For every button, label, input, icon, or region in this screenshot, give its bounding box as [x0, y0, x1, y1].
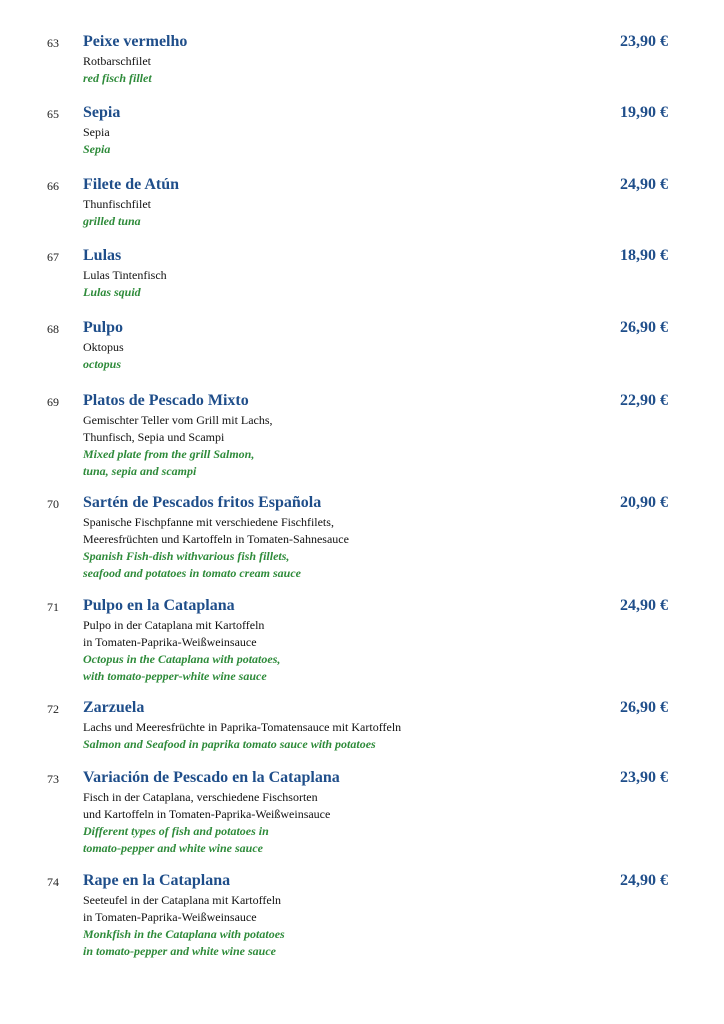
item-name: Platos de Pescado Mixto: [83, 392, 249, 409]
item-price: 26,90 €: [620, 699, 668, 716]
item-number: 73: [47, 772, 59, 786]
item-description-english: seafood and potatoes in tomato cream sauce: [83, 566, 301, 580]
item-description-english: tuna, sepia and scampi: [83, 464, 197, 478]
item-name: Pulpo: [83, 319, 124, 336]
item-description-english: Monkfish in the Cataplana with potatoes: [83, 927, 285, 941]
item-number: 74: [47, 875, 59, 889]
item-description-english: Octopus in the Cataplana with potatoes,: [83, 652, 281, 666]
item-description-english: red fisch fillet: [83, 71, 152, 85]
item-name: Filete de Atún: [83, 176, 179, 193]
item-description-english: grilled tuna: [83, 214, 141, 228]
item-number: 72: [47, 702, 59, 716]
item-price: 24,90 €: [620, 176, 668, 193]
item-description-german: in Tomaten-Paprika-Weißweinsauce: [83, 635, 257, 649]
item-number: 65: [47, 107, 59, 121]
item-description-german: Sepia: [83, 125, 110, 139]
item-description-english: Sepia: [83, 142, 111, 156]
item-name: Zarzuela: [83, 699, 145, 716]
item-price: 19,90 €: [620, 104, 668, 121]
item-number: 67: [47, 250, 59, 264]
item-price: 20,90 €: [620, 494, 668, 511]
item-number: 69: [47, 395, 59, 409]
item-price: 23,90 €: [620, 769, 668, 786]
item-description-german: Gemischter Teller vom Grill mit Lachs,: [83, 413, 273, 427]
item-name: Sepia: [83, 104, 121, 121]
item-description-german: in Tomaten-Paprika-Weißweinsauce: [83, 910, 257, 924]
item-description-german: Lachs und Meeresfrüchte in Paprika-Tomatensauce mit Kartoffeln: [83, 720, 402, 734]
item-description-english: with tomato-pepper-white wine sauce: [83, 669, 267, 683]
item-description-german: Fisch in der Cataplana, verschiedene Fischsorten: [83, 790, 318, 804]
item-price: 26,90 €: [620, 319, 668, 336]
item-number: 70: [47, 497, 59, 511]
item-name: Peixe vermelho: [83, 33, 188, 50]
item-description-german: und Kartoffeln in Tomaten-Paprika-Weißweinsauce: [83, 807, 331, 821]
item-price: 18,90 €: [620, 247, 668, 264]
item-description-english: tomato-pepper and white wine sauce: [83, 841, 263, 855]
item-description-german: Lulas Tintenfisch: [83, 268, 167, 282]
item-description-english: Lulas squid: [83, 285, 141, 299]
item-description-german: Thunfisch, Sepia und Scampi: [83, 430, 225, 444]
item-description-english: Salmon and Seafood in paprika tomato sauce with potatoes: [83, 737, 376, 751]
item-description-english: Different types of fish and potatoes in: [83, 824, 269, 838]
item-description-german: Pulpo in der Cataplana mit Kartoffeln: [83, 618, 265, 632]
item-description-german: Meeresfrüchten und Kartoffeln in Tomaten-Sahnesauce: [83, 532, 349, 546]
item-description-english: in tomato-pepper and white wine sauce: [83, 944, 277, 958]
item-description-german: Oktopus: [83, 340, 124, 354]
item-number: 71: [47, 600, 59, 614]
item-price: 24,90 €: [620, 597, 668, 614]
item-name: Lulas: [83, 247, 122, 264]
item-name: Sartén de Pescados fritos Española: [83, 494, 322, 511]
item-price: 24,90 €: [620, 872, 668, 889]
item-description-german: Seeteufel in der Cataplana mit Kartoffeln: [83, 893, 282, 907]
item-description-english: Mixed plate from the grill Salmon,: [83, 447, 255, 461]
item-description-german: Thunfischfilet: [83, 197, 151, 211]
item-description-english: Spanish Fish-dish withvarious fish fillets,: [83, 549, 290, 563]
item-price: 23,90 €: [620, 33, 668, 50]
item-price: 22,90 €: [620, 392, 668, 409]
item-number: 66: [47, 179, 59, 193]
item-number: 63: [47, 36, 59, 50]
item-description-german: Spanische Fischpfanne mit verschiedene Fischfilets,: [83, 515, 334, 529]
item-number: 68: [47, 322, 59, 336]
item-description-english: octopus: [83, 357, 122, 371]
item-name: Variación de Pescado en la Cataplana: [83, 769, 340, 786]
item-name: Pulpo en la Cataplana: [83, 597, 235, 614]
item-name: Rape en la Cataplana: [83, 872, 231, 889]
item-description-german: Rotbarschfilet: [83, 54, 151, 68]
